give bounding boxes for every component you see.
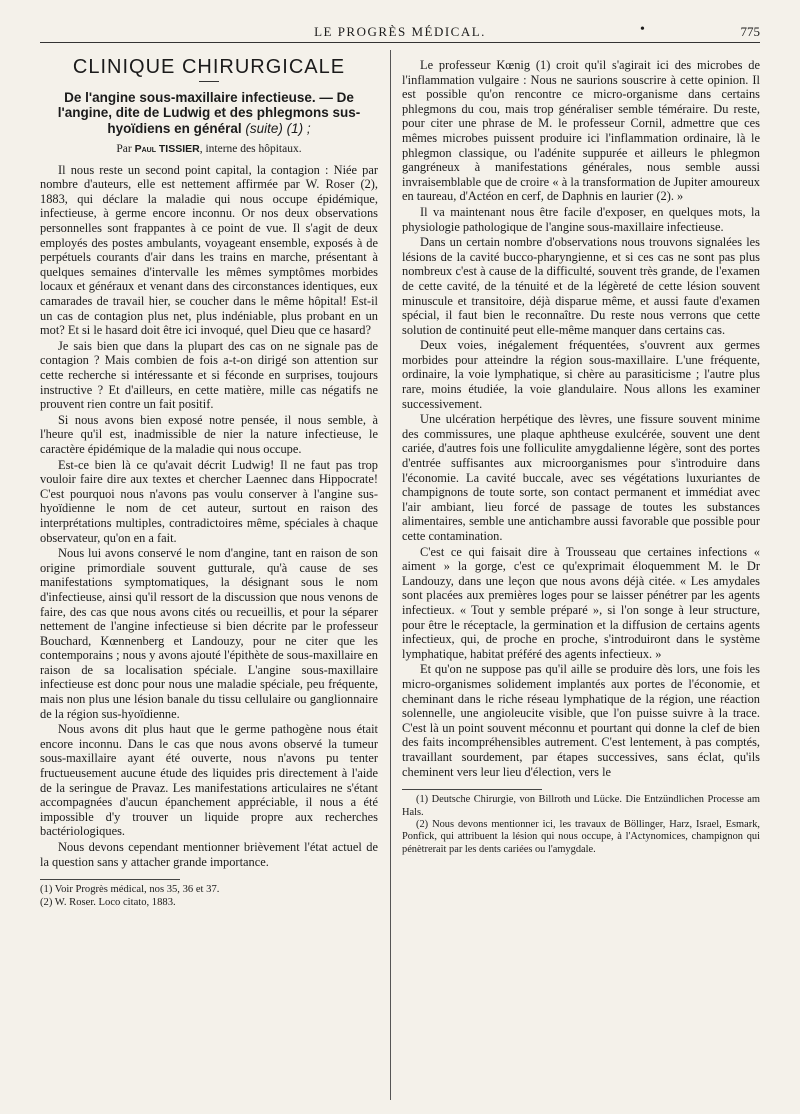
article-title: [40, 90, 378, 137]
left-footnotes: [40, 884, 378, 909]
page-header: [40, 20, 760, 43]
paragraph: Deux voies, inégalement fréquentées, s'ouvrent aux germes morbides pour atteindre la région sous-maxillaire. L'une fréquente, ordinaire, la voie lymphatique, si chère au parasiticisme ; l'autre plus rare, moins étudiée, la voie glandulaire. Nous allons les examiner successivement.: [402, 338, 760, 411]
footnote-rule: [40, 879, 180, 880]
paragraph: Est-ce bien là ce qu'avait décrit Ludwig! Il ne faut pas trop vouloir faire dire aux textes et chercher Laennec dans Hippocrate! C'est pourquoi nous n'avons pas voulu conserver à l'angine sus-hyoïdienne le nom de cet auteur, surtout en raison des interprétations multiples, contradictoires même, spéciales à chaque observateur, qu'on en a fait.: [40, 457, 378, 545]
paragraph: Je sais bien que dans la plupart des cas on ne signale pas de contagion ? Mais combien de fois a-t-on dirigé son attention sur cette recherche si intéressante et si féconde en surprises, toujours instructive ? Et d'ailleurs, en cette matière, mille cas négatifs ne prouvent rien contre un fait positif.: [40, 338, 378, 412]
paragraph: Nous avons dit plus haut que le germe pathogène nous était encore inconnu. Dans le cas que nous avons observé la tumeur sous-maxillaire ayant été ouverte, nous n'avons pu tenter fructueusement aucune étude des liquides pris directement à l'aide de la seringue de Pravaz. Les manifestations articulaires ne s'étant accompagnées d'aucun épanchement appréciable, il nous a été impossible d'y trouver un liquide propre aux recherches bactériologiques.: [40, 722, 378, 839]
footnote-rule: [402, 789, 542, 790]
section-title: CLINIQUE CHIRURGICALE: [72, 56, 346, 78]
paragraph: Il nous reste un second point capital, la contagion : Niée par nombre d'auteurs, elle est nettement affirmée par W. Roser (2), 1883, qui déclare la maladie qui nous occupe épidémique, infectieuse, à germe encore inconnu. Or nos deux observations personnelles sont frappantes à ce point de vue. Il s'agit de deux employés des postes ambulants, voyageant ensemble, exposés à de perpétuels courants d'air dans les trains en marche, présentant à quelques semaines d'intervalle les mêmes symptômes morbides locaux et généraux et venant dans des circonstances identiques, eux camarades de travail hier, se coucher dans le même hôpital! Est-il un cas de contagion plus net, plus indéniable, plus probant en un mot? Et si le hasard doit être ici invoqué, quel Dieu que ce hasard?: [40, 162, 378, 338]
page-number: 775: [740, 24, 760, 39]
paragraph: Il va maintenant nous être facile d'exposer, en quelques mots, la physiologie pathologique de l'angine sous-maxillaire infectieuse.: [402, 204, 760, 234]
article-title-suite: (suite) (1) ;: [245, 120, 311, 136]
footnote: (2) Nous devons mentionner ici, les travaux de Böllinger, Harz, Israel, Esmark, Ponfick, qui attribuent la lésion qui nous occupe, à l'Actynomices, champignon qui pénètrerait par les dents cariées ou l'amygdale.: [402, 818, 760, 855]
paragraph: Nous lui avons conservé le nom d'angine, tant en raison de son origine primordiale souvent gutturale, qu'à cause de ses manifestations symptomatiques, la désignant sous le nom d'infectieuse, ainsi qu'il ressort de la discussion que nous venons de faire, des cas que nous avons cités ou recueillis, et pour la séparer nettement de l'angine infectieuse si bien décrite par le professeur Bouchard, Kœnnenberg et Landouzy, pour ne citer que les contemporains ; nous y avons ajouté l'épithète de sous-maxillaire en raison de sa localisation spéciale. L'angine sous-maxillaire infectieuse est donc pour nous une maladie spéciale, peu fréquente, mais non plus une lésion banale du tissu cellulaire ou ganglionnaire de la région sus-hyoïdienne.: [40, 546, 378, 721]
left-column: [40, 58, 378, 1098]
paragraph: Si nous avons bien exposé notre pensée, il nous semble, à l'heure qu'il est, inadmissible de nier la nature infectieuse, le caractère épidémique de la maladie qui nous occupe.: [40, 412, 378, 456]
footnote: (2) W. Roser. Loco citato, 1883.: [40, 896, 176, 908]
right-column: [402, 58, 760, 1098]
byline: [40, 142, 378, 157]
paragraph: Dans un certain nombre d'observations nous trouvons signalées les lésions de la cavité bucco-pharyngienne, et si ces cas ne sont pas plus nombreux c'est à cause de la difficulté, souvent très grande, de l'examen de cette cavité, de la ténuité et de la légèreté de cette lésion souvent minuscule et transitoire, déjà disparue même, et aussi faute d'examen spécial, il faut bien le reconnaître. Du reste nous verrons que cette solution de continuité peut elle-même manquer dans certains cas.: [402, 235, 760, 337]
article-title-text: De l'angine sous-maxillaire infectieuse. — De l'angine, dite de Ludwig et des phlegmons sus-hyoïdiens en général: [57, 89, 361, 136]
footnote: (1) Deutsche Chirurgie, von Billroth und Lücke. Die Entzündlichen Processe am Hals.: [402, 794, 760, 818]
paragraph: Nous devons cependant mentionner brièvement l'état actuel de la question sans y attacher grande importance.: [40, 840, 378, 869]
running-title: LE PROGRÈS MÉDICAL.: [314, 24, 486, 39]
paragraph: C'est ce qui faisait dire à Trousseau que certaines infections « aiment » la gorge, c'est ce qu'exprimait éloquemment M. le Dr Landouzy, dans une leçon que nous avons déjà citée. « Les amydales sont placées aux premières loges pour se laisser pénétrer par les agents infectieux. « Tout y semble préparé », si l'on songe à leur structure, pour être le réceptacle, la germination et la diffusion de certains agents infectieux, qui, de proche en proche, s'introduiront dans le système lymphatique, habitat préféré des agents infectieux. »: [402, 544, 760, 661]
column-divider: [390, 50, 391, 1100]
title-rule: [199, 81, 219, 82]
paragraph: Et qu'on ne suppose pas qu'il aille se produire dès lors, une fois les micro-organismes solidement implantés aux portes de l'économie, et cheminant dans le riche réseau lymphatique de la région, une réaction solennelle, une angioleucite visible, que l'on puisse suivre à la trace. C'est là un point souvent méconnu et pourtant qui donne la clef de bien des faits incompréhensibles autrement. C'est lentement, à pas comptés, travaillant sourdement, par étapes successives, sans éclat, qu'ils cheminent vers leur lieu d'élection, vers le: [402, 662, 760, 779]
right-footnotes: [402, 794, 760, 856]
header-separator: •: [640, 22, 647, 37]
paragraph: Une ulcération herpétique des lèvres, une fissure souvent minime des commissures, une plaque aphtheuse exulcérée, souvent une dent cariée, d'autres fois une folliculite amygdalienne légère, sont des portes d'entrée suffisantes aux microorganismes pour s'introduire dans l'économie. La cavité buccale, avec ses végétations luxuriantes de champignons de toute sorte, son contact permanent et immédiat avec l'air ambiant, lieu forcé de passage de toutes les substances alimentaires, semble une antichambre aussi favorable que possible pour cette contamination.: [402, 412, 760, 543]
footnote: (1) Voir Progrès médical, nos 35, 36 et 37.: [40, 884, 220, 896]
byline-prefix: Par: [116, 143, 132, 156]
author-name: Paul TISSIER: [134, 143, 200, 156]
byline-suffix: , interne des hôpitaux.: [199, 143, 302, 156]
paragraph: Le professeur Kœnig (1) croit qu'il s'agirait ici des microbes de l'inflammation vulgaire : Nous ne saurions souscrire à cette opinion. Il est possible qu'on rencontre ce micro-organisme dans certains phlegmons du cou, mais trop généraliser semble téméraire. Du reste, pour citer une phrase de M. le professeur Cornil, admettre que ces mêmes microbes puissent produire ici l'inflammation ordinaire, là le phlegmon classique, ou l'adénite suppurée et ailleurs le phlegmon gangréneux à manifestations générales, nous semble aussi invraisemblable que de croire « à la transformation de Jupiter amoureux en taureau, d'Actéon en cerf, de Daphnis en laurier (2). »: [402, 58, 760, 204]
